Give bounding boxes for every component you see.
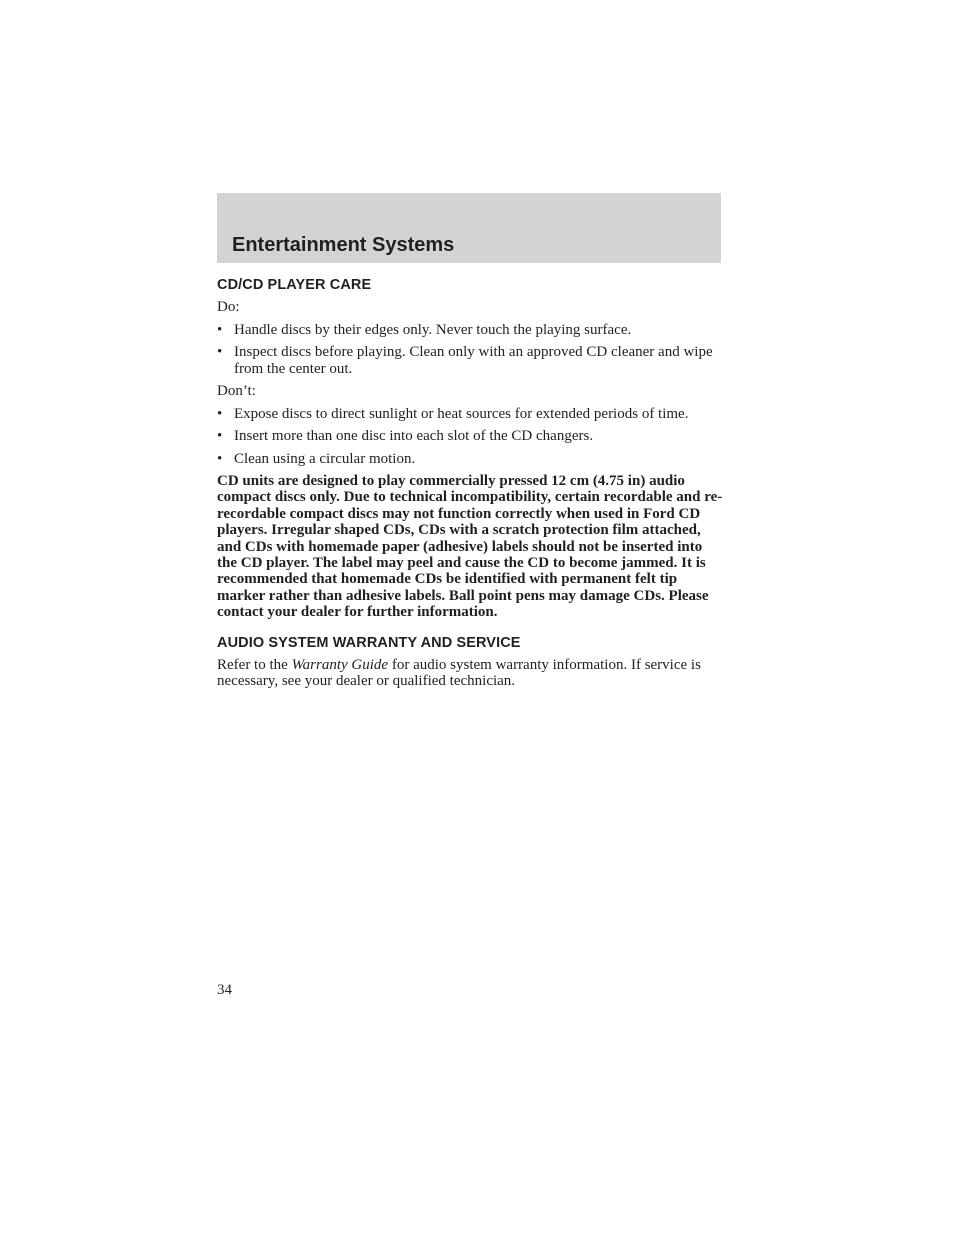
cd-care-heading: CD/CD PLAYER CARE — [217, 277, 372, 293]
do-label: Do: — [217, 299, 240, 315]
page-number: 34 — [217, 982, 232, 998]
list-item — [217, 428, 723, 445]
list-item-text: Insert more than one disc into each slot of the CD changers. — [234, 428, 594, 444]
warranty-text-after: for audio system warranty information. If service is necessary, see your dealer or qualified technician. — [217, 656, 701, 690]
dont-label: Don’t: — [217, 383, 256, 399]
list-item — [217, 451, 723, 468]
do-list — [217, 322, 723, 378]
bullet-icon: • — [217, 321, 223, 338]
bullet-icon: • — [217, 405, 223, 422]
list-item-text: Clean using a circular motion. — [234, 450, 416, 467]
cd-compatibility-warning: CD units are designed to play commercially pressed 12 cm (4.75 in) audio compact discs only. Due to technical incompatibility, certain recordable and re-recordable compact discs may not function correctly when used in Ford CD players. Irregular shaped CDs, CDs with a scratch protection film attached, and CDs with homemade paper (adhesive) labels should not be inserted into the CD player. The label may peel and cause the CD to become jammed. It is recommended that homemade CDs be identified with permanent felt tip marker rather than adhesive labels. Ball point pens may damage CDs. Please contact your dealer for further information. — [217, 473, 723, 621]
section-header-band — [217, 193, 721, 263]
bullet-icon: • — [217, 344, 223, 360]
warranty-paragraph — [217, 657, 723, 690]
list-item-text: Handle discs by their edges only. Never touch the playing surface. — [234, 321, 632, 338]
list-item-text: Inspect discs before playing. Clean only with an approved CD cleaner and wipe from the center out. — [234, 344, 713, 377]
list-item — [217, 322, 723, 339]
list-item — [217, 344, 723, 377]
bullet-icon: • — [217, 428, 223, 444]
warranty-text-before: Refer to the — [217, 656, 292, 673]
list-item — [217, 406, 723, 423]
list-item-text: Expose discs to direct sunlight or heat sources for extended periods of time. — [234, 405, 689, 422]
main-content — [217, 276, 723, 696]
warranty-guide-title: Warranty Guide — [291, 656, 389, 673]
dont-list — [217, 406, 723, 468]
page-title: Entertainment Systems — [232, 234, 455, 256]
warranty-heading: AUDIO SYSTEM WARRANTY AND SERVICE — [217, 634, 521, 651]
bullet-icon: • — [217, 450, 223, 467]
